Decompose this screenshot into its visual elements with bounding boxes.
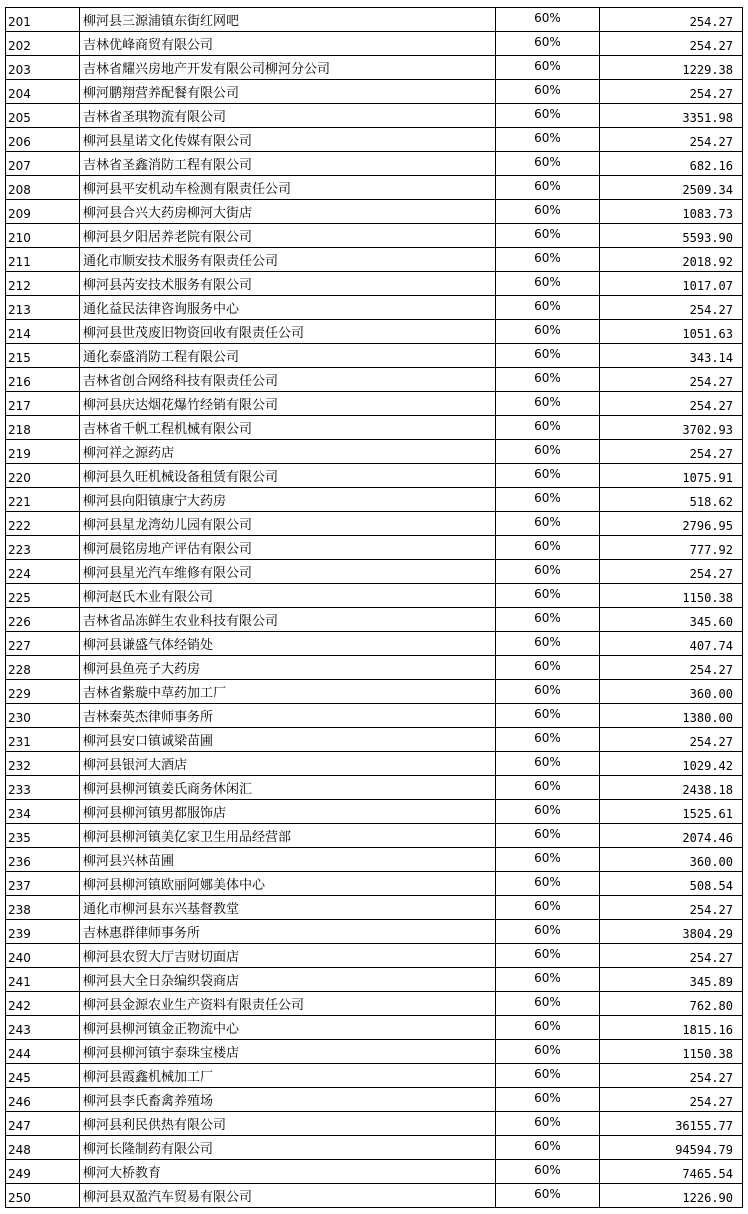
- table-row: [6, 560, 743, 584]
- row-number: 215: [6, 344, 80, 368]
- amount: 254.27: [600, 560, 743, 584]
- table-row: [6, 848, 743, 872]
- rate: 60%: [496, 488, 600, 512]
- company-name: 柳河晨铭房地产评估有限公司: [80, 536, 496, 560]
- rate: 60%: [496, 248, 600, 272]
- amount: 343.14: [600, 344, 743, 368]
- row-number: 228: [6, 656, 80, 680]
- amount: 254.27: [600, 656, 743, 680]
- row-number: 240: [6, 944, 80, 968]
- amount: 254.27: [600, 8, 743, 32]
- row-number: 235: [6, 824, 80, 848]
- rate: 60%: [496, 1184, 600, 1208]
- amount: 345.60: [600, 608, 743, 632]
- table-row: [6, 920, 743, 944]
- row-number: 233: [6, 776, 80, 800]
- rate: 60%: [496, 344, 600, 368]
- table-row: [6, 800, 743, 824]
- company-name: 吉林省千帆工程机械有限公司: [80, 416, 496, 440]
- table-row: [6, 824, 743, 848]
- rate: 60%: [496, 584, 600, 608]
- amount: 1075.91: [600, 464, 743, 488]
- row-number: 214: [6, 320, 80, 344]
- table-row: [6, 80, 743, 104]
- company-name: 吉林惠群律师事务所: [80, 920, 496, 944]
- row-number: 220: [6, 464, 80, 488]
- row-number: 218: [6, 416, 80, 440]
- row-number: 201: [6, 8, 80, 32]
- rate: 60%: [496, 1136, 600, 1160]
- amount: 1083.73: [600, 200, 743, 224]
- row-number: 209: [6, 200, 80, 224]
- rate: 60%: [496, 920, 600, 944]
- rate: 60%: [496, 656, 600, 680]
- company-name: 柳河县庆达烟花爆竹经销有限公司: [80, 392, 496, 416]
- company-name: 柳河鹏翔营养配餐有限公司: [80, 80, 496, 104]
- row-number: 227: [6, 632, 80, 656]
- table-row: [6, 296, 743, 320]
- rate: 60%: [496, 872, 600, 896]
- company-name: 柳河县星光汽车维修有限公司: [80, 560, 496, 584]
- amount: 1017.07: [600, 272, 743, 296]
- table-row: [6, 704, 743, 728]
- rate: 60%: [496, 416, 600, 440]
- company-name: 吉林优峰商贸有限公司: [80, 32, 496, 56]
- rate: 60%: [496, 1088, 600, 1112]
- company-name: 吉林省耀兴房地产开发有限公司柳河分公司: [80, 56, 496, 80]
- company-name: 通化益民法律咨询服务中心: [80, 296, 496, 320]
- company-name: 柳河县大全日杂编织袋商店: [80, 968, 496, 992]
- amount: 1226.90: [600, 1184, 743, 1208]
- row-number: 206: [6, 128, 80, 152]
- row-number: 222: [6, 512, 80, 536]
- row-number: 202: [6, 32, 80, 56]
- rate: 60%: [496, 632, 600, 656]
- company-name: 柳河县柳河镇欧丽阿娜美体中心: [80, 872, 496, 896]
- row-number: 242: [6, 992, 80, 1016]
- company-name: 柳河赵氏木业有限公司: [80, 584, 496, 608]
- amount: 254.27: [600, 32, 743, 56]
- table-row: [6, 56, 743, 80]
- rate: 60%: [496, 680, 600, 704]
- rate: 60%: [496, 1040, 600, 1064]
- amount: 254.27: [600, 80, 743, 104]
- rate: 60%: [496, 368, 600, 392]
- row-number: 250: [6, 1184, 80, 1208]
- amount: 1525.61: [600, 800, 743, 824]
- company-name: 柳河县霞鑫机械加工厂: [80, 1064, 496, 1088]
- amount: 1051.63: [600, 320, 743, 344]
- company-name: 柳河县平安机动车检测有限责任公司: [80, 176, 496, 200]
- rate: 60%: [496, 968, 600, 992]
- table-row: [6, 1088, 743, 1112]
- row-number: 231: [6, 728, 80, 752]
- company-name: 柳河县农贸大厅吉财切面店: [80, 944, 496, 968]
- amount: 2438.18: [600, 776, 743, 800]
- table-row: [6, 32, 743, 56]
- amount: 3351.98: [600, 104, 743, 128]
- table-row: [6, 200, 743, 224]
- company-name: 柳河县柳河镇姜氏商务休闲汇: [80, 776, 496, 800]
- rate: 60%: [496, 608, 600, 632]
- table-row: [6, 776, 743, 800]
- row-number: 243: [6, 1016, 80, 1040]
- company-name: 柳河大桥教育: [80, 1160, 496, 1184]
- table-row: [6, 176, 743, 200]
- row-number: 224: [6, 560, 80, 584]
- amount: 254.27: [600, 296, 743, 320]
- amount: 777.92: [600, 536, 743, 560]
- table-row: [6, 488, 743, 512]
- table-row: [6, 1136, 743, 1160]
- row-number: 241: [6, 968, 80, 992]
- amount: 254.27: [600, 1088, 743, 1112]
- company-name: 柳河县李氏畜禽养殖场: [80, 1088, 496, 1112]
- company-name: 柳河县柳河镇美亿家卫生用品经营部: [80, 824, 496, 848]
- amount: 254.27: [600, 896, 743, 920]
- row-number: 216: [6, 368, 80, 392]
- company-name: 柳河县柳河镇宇泰珠宝楼店: [80, 1040, 496, 1064]
- table-row: [6, 896, 743, 920]
- amount: 7465.54: [600, 1160, 743, 1184]
- rate: 60%: [496, 704, 600, 728]
- company-name: 柳河县向阳镇康宁大药房: [80, 488, 496, 512]
- row-number: 247: [6, 1112, 80, 1136]
- company-table: [5, 7, 743, 1208]
- rate: 60%: [496, 512, 600, 536]
- table-row: [6, 944, 743, 968]
- table-row: [6, 128, 743, 152]
- rate: 60%: [496, 464, 600, 488]
- table-row: [6, 536, 743, 560]
- row-number: 204: [6, 80, 80, 104]
- row-number: 217: [6, 392, 80, 416]
- table-row: [6, 104, 743, 128]
- company-name: 吉林省圣鑫消防工程有限公司: [80, 152, 496, 176]
- row-number: 237: [6, 872, 80, 896]
- row-number: 219: [6, 440, 80, 464]
- row-number: 229: [6, 680, 80, 704]
- row-number: 230: [6, 704, 80, 728]
- amount: 36155.77: [600, 1112, 743, 1136]
- table-row: [6, 1016, 743, 1040]
- amount: 360.00: [600, 680, 743, 704]
- row-number: 221: [6, 488, 80, 512]
- rate: 60%: [496, 992, 600, 1016]
- rate: 60%: [496, 776, 600, 800]
- row-number: 212: [6, 272, 80, 296]
- company-name: 柳河县合兴大药房柳河大街店: [80, 200, 496, 224]
- table-row: [6, 464, 743, 488]
- table-row: [6, 1064, 743, 1088]
- rate: 60%: [496, 752, 600, 776]
- row-number: 245: [6, 1064, 80, 1088]
- rate: 60%: [496, 224, 600, 248]
- amount: 2796.95: [600, 512, 743, 536]
- company-name: 柳河县三源浦镇东街红网吧: [80, 8, 496, 32]
- row-number: 210: [6, 224, 80, 248]
- company-name: 吉林省圣琪物流有限公司: [80, 104, 496, 128]
- amount: 254.27: [600, 368, 743, 392]
- table-row: [6, 632, 743, 656]
- rate: 60%: [496, 824, 600, 848]
- rate: 60%: [496, 1064, 600, 1088]
- amount: 2074.46: [600, 824, 743, 848]
- table-row: [6, 392, 743, 416]
- table-row: [6, 872, 743, 896]
- company-name: 柳河县世茂废旧物资回收有限责任公司: [80, 320, 496, 344]
- amount: 345.89: [600, 968, 743, 992]
- amount: 3804.29: [600, 920, 743, 944]
- table-row: [6, 992, 743, 1016]
- company-name: 通化市顺安技术服务有限责任公司: [80, 248, 496, 272]
- amount: 254.27: [600, 128, 743, 152]
- table-row: [6, 512, 743, 536]
- row-number: 207: [6, 152, 80, 176]
- company-name: 吉林省紫璇中草药加工厂: [80, 680, 496, 704]
- table-row: [6, 656, 743, 680]
- rate: 60%: [496, 152, 600, 176]
- table-row: [6, 152, 743, 176]
- table-row: [6, 416, 743, 440]
- amount: 508.54: [600, 872, 743, 896]
- amount: 94594.79: [600, 1136, 743, 1160]
- row-number: 203: [6, 56, 80, 80]
- table-row: [6, 1040, 743, 1064]
- row-number: 244: [6, 1040, 80, 1064]
- rate: 60%: [496, 320, 600, 344]
- amount: 254.27: [600, 1064, 743, 1088]
- company-name: 柳河县星诺文化传媒有限公司: [80, 128, 496, 152]
- amount: 1150.38: [600, 1040, 743, 1064]
- rate: 60%: [496, 128, 600, 152]
- row-number: 248: [6, 1136, 80, 1160]
- row-number: 234: [6, 800, 80, 824]
- amount: 254.27: [600, 728, 743, 752]
- rate: 60%: [496, 944, 600, 968]
- rate: 60%: [496, 32, 600, 56]
- amount: 254.27: [600, 944, 743, 968]
- amount: 1150.38: [600, 584, 743, 608]
- rate: 60%: [496, 560, 600, 584]
- amount: 1380.00: [600, 704, 743, 728]
- table-row: [6, 8, 743, 32]
- row-number: 238: [6, 896, 80, 920]
- company-name: 柳河县兴林苗圃: [80, 848, 496, 872]
- rate: 60%: [496, 8, 600, 32]
- table-row: [6, 752, 743, 776]
- table-row: [6, 728, 743, 752]
- amount: 5593.90: [600, 224, 743, 248]
- table-row: [6, 1184, 743, 1208]
- company-name: 柳河县鱼亮子大药房: [80, 656, 496, 680]
- rate: 60%: [496, 56, 600, 80]
- amount: 762.80: [600, 992, 743, 1016]
- rate: 60%: [496, 392, 600, 416]
- row-number: 236: [6, 848, 80, 872]
- rate: 60%: [496, 1160, 600, 1184]
- table-row: [6, 680, 743, 704]
- company-name: 柳河县夕阳居养老院有限公司: [80, 224, 496, 248]
- amount: 254.27: [600, 440, 743, 464]
- rate: 60%: [496, 176, 600, 200]
- rate: 60%: [496, 800, 600, 824]
- rate: 60%: [496, 1112, 600, 1136]
- rate: 60%: [496, 896, 600, 920]
- table-row: [6, 608, 743, 632]
- table-row: [6, 1112, 743, 1136]
- row-number: 239: [6, 920, 80, 944]
- rate: 60%: [496, 80, 600, 104]
- row-number: 246: [6, 1088, 80, 1112]
- amount: 682.16: [600, 152, 743, 176]
- rate: 60%: [496, 296, 600, 320]
- company-name: 柳河县利民供热有限公司: [80, 1112, 496, 1136]
- rate: 60%: [496, 1016, 600, 1040]
- company-name: 通化市柳河县东兴基督教堂: [80, 896, 496, 920]
- company-name: 柳河县金源农业生产资料有限责任公司: [80, 992, 496, 1016]
- rate: 60%: [496, 848, 600, 872]
- amount: 254.27: [600, 392, 743, 416]
- company-name: 柳河县星龙湾幼儿园有限公司: [80, 512, 496, 536]
- table-row: [6, 368, 743, 392]
- company-name: 吉林省品冻鲜生农业科技有限公司: [80, 608, 496, 632]
- rate: 60%: [496, 728, 600, 752]
- table-row: [6, 272, 743, 296]
- company-name: 柳河县芮安技术服务有限公司: [80, 272, 496, 296]
- table-row: [6, 224, 743, 248]
- company-name: 柳河县谦盛气体经销处: [80, 632, 496, 656]
- table-row: [6, 584, 743, 608]
- row-number: 232: [6, 752, 80, 776]
- amount: 518.62: [600, 488, 743, 512]
- company-name: 柳河县久旺机械设备租赁有限公司: [80, 464, 496, 488]
- row-number: 213: [6, 296, 80, 320]
- amount: 2509.34: [600, 176, 743, 200]
- company-name: 柳河县安口镇诚梁苗圃: [80, 728, 496, 752]
- company-name: 通化泰盛消防工程有限公司: [80, 344, 496, 368]
- row-number: 225: [6, 584, 80, 608]
- company-name: 柳河长隆制药有限公司: [80, 1136, 496, 1160]
- amount: 1229.38: [600, 56, 743, 80]
- amount: 3702.93: [600, 416, 743, 440]
- rate: 60%: [496, 200, 600, 224]
- table-row: [6, 344, 743, 368]
- table-row: [6, 320, 743, 344]
- rate: 60%: [496, 272, 600, 296]
- company-name: 吉林秦英杰律师事务所: [80, 704, 496, 728]
- amount: 360.00: [600, 848, 743, 872]
- table-row: [6, 248, 743, 272]
- table-row: [6, 968, 743, 992]
- row-number: 211: [6, 248, 80, 272]
- row-number: 226: [6, 608, 80, 632]
- amount: 2018.92: [600, 248, 743, 272]
- company-name: 柳河县银河大酒店: [80, 752, 496, 776]
- amount: 407.74: [600, 632, 743, 656]
- company-name: 吉林省创合网络科技有限责任公司: [80, 368, 496, 392]
- table-row: [6, 440, 743, 464]
- amount: 1815.16: [600, 1016, 743, 1040]
- row-number: 223: [6, 536, 80, 560]
- row-number: 208: [6, 176, 80, 200]
- company-name: 柳河县双盈汽车贸易有限公司: [80, 1184, 496, 1208]
- amount: 1029.42: [600, 752, 743, 776]
- row-number: 205: [6, 104, 80, 128]
- rate: 60%: [496, 104, 600, 128]
- table-row: [6, 1160, 743, 1184]
- row-number: 249: [6, 1160, 80, 1184]
- company-name: 柳河祥之源药店: [80, 440, 496, 464]
- company-name: 柳河县柳河镇男都服饰店: [80, 800, 496, 824]
- rate: 60%: [496, 440, 600, 464]
- rate: 60%: [496, 536, 600, 560]
- company-name: 柳河县柳河镇金正物流中心: [80, 1016, 496, 1040]
